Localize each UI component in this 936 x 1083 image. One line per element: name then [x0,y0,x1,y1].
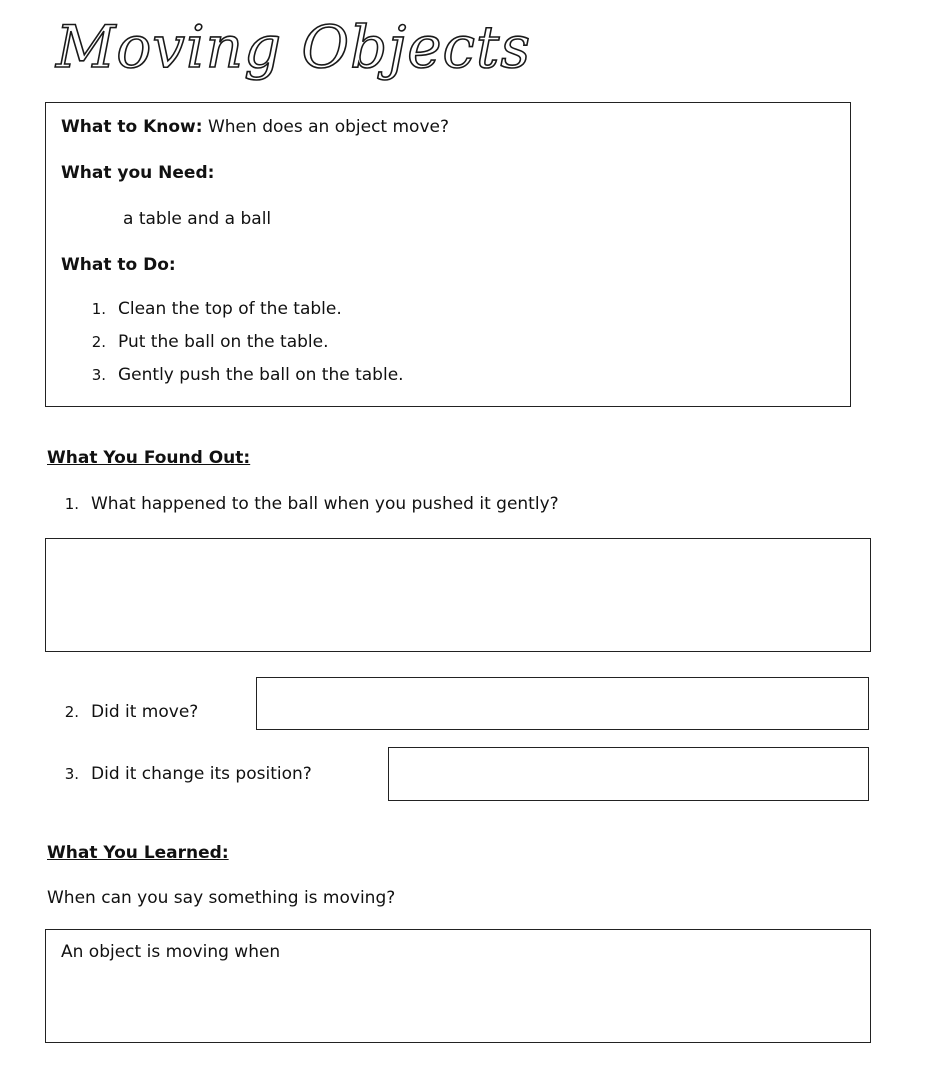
step-item: 3. Gently push the ball on the table. [91,365,404,385]
answer-3-box[interactable] [388,747,869,801]
step-item: 2. Put the ball on the table. [91,332,329,352]
question-1: 1. What happened to the ball when you pushed it gently? [64,494,559,514]
question-3: 3. Did it change its position? [64,764,312,784]
what-to-know [61,117,449,137]
question-2: 2. Did it move? [64,702,199,722]
answer-2-box[interactable] [256,677,869,730]
learned-answer-box[interactable] [45,929,871,1043]
answer-prompt: An object is moving when [61,942,281,962]
materials-text: a table and a ball [123,209,272,229]
what-to-know-label: What to Know: [61,117,203,137]
what-to-do-label: What to Do: [61,255,176,275]
step-item: 1. Clean the top of the table. [91,299,342,319]
learned-heading: What You Learned: [47,843,229,863]
what-to-know-text: When does an object move? [207,117,449,137]
answer-1-box[interactable] [45,538,871,652]
instructions-box [45,102,851,407]
what-you-need-label: What you Need: [61,163,215,183]
found-out-heading: What You Found Out: [47,448,251,468]
learned-question: When can you say something is moving? [47,888,396,908]
worksheet-title: Moving Objects [56,13,532,81]
